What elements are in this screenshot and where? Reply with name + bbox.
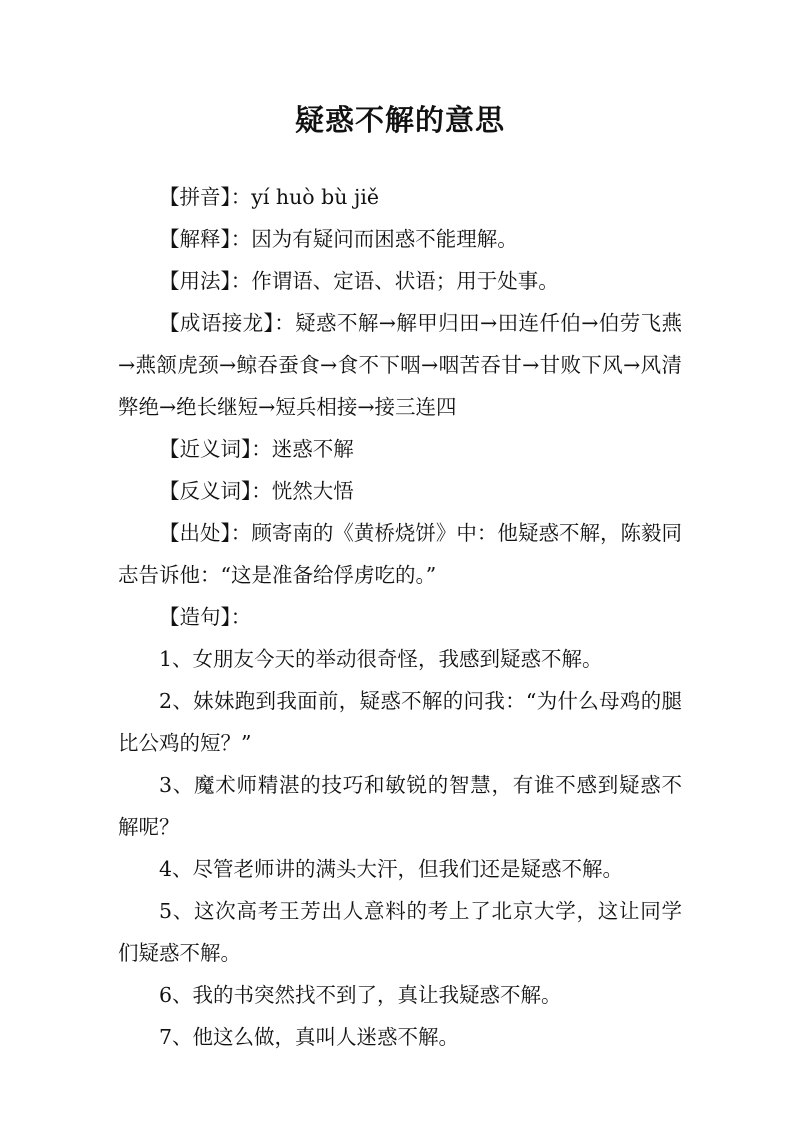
example-sentence-1: 1、女朋友今天的举动很奇怪，我感到疑惑不解。 xyxy=(159,647,603,671)
usage-label: 【用法】： xyxy=(159,269,252,293)
usage-text: 作谓语、定语、状语；用于处事。 xyxy=(251,269,559,293)
source-label: 【出处】： xyxy=(159,521,252,545)
synonym-text: 迷惑不解 xyxy=(271,437,354,461)
example-sentence-5: 5、这次高考王芳出人意料的考上了北京大学，这让同学们疑惑不解。 xyxy=(118,899,682,965)
page-title: 疑惑不解的意思 xyxy=(294,103,505,137)
example-sentence-7: 7、他这么做，真叫人迷惑不解。 xyxy=(159,1025,460,1049)
antonym-entry xyxy=(118,470,682,512)
idiom-chain-label: 【成语接龙】： xyxy=(159,311,296,335)
example-sentence-2: 2、妹妹跑到我面前，疑惑不解的问我：“为什么母鸡的腿比公鸡的短？” xyxy=(118,689,682,755)
pinyin-entry xyxy=(118,176,682,218)
idiom-chain-entry xyxy=(118,302,682,428)
example-sentence-6: 6、我的书突然找不到了，真让我疑惑不解。 xyxy=(159,983,562,1007)
synonym-entry xyxy=(118,428,682,470)
antonym-text: 恍然大悟 xyxy=(271,479,354,503)
source-text: 顾寄南的《黄桥烧饼》中：他疑惑不解，陈毅同志告诉他：“这是准备给俘虏吃的。” xyxy=(118,521,683,587)
example-sentence-4: 4、尽管老师讲的满头大汗，但我们还是疑惑不解。 xyxy=(159,857,624,881)
synonym-label: 【近义词】： xyxy=(159,437,272,461)
explanation-entry xyxy=(118,218,682,260)
example-sentence-3: 3、魔术师精湛的技巧和敏锐的智慧，有谁不感到疑惑不解呢？ xyxy=(118,773,682,839)
examples-heading: 【造句】： xyxy=(159,605,252,629)
source-entry xyxy=(118,512,682,596)
antonym-label: 【反义词】： xyxy=(159,479,272,503)
explanation-label: 【解释】： xyxy=(159,227,252,251)
pinyin-text: yí huò bù jiě xyxy=(251,185,380,209)
pinyin-label: 【拼音】： xyxy=(159,185,252,209)
explanation-text: 因为有疑问而困惑不能理解。 xyxy=(251,227,518,251)
usage-entry xyxy=(118,260,682,302)
idiom-chain-text: 疑惑不解→解甲归田→田连仟伯→伯劳飞燕→燕颔虎颈→鲸吞蚕食→食不下咽→咽苦吞甘→甘败下风→风清弊绝→绝长继短→短兵相接→接三连四 xyxy=(118,311,683,419)
